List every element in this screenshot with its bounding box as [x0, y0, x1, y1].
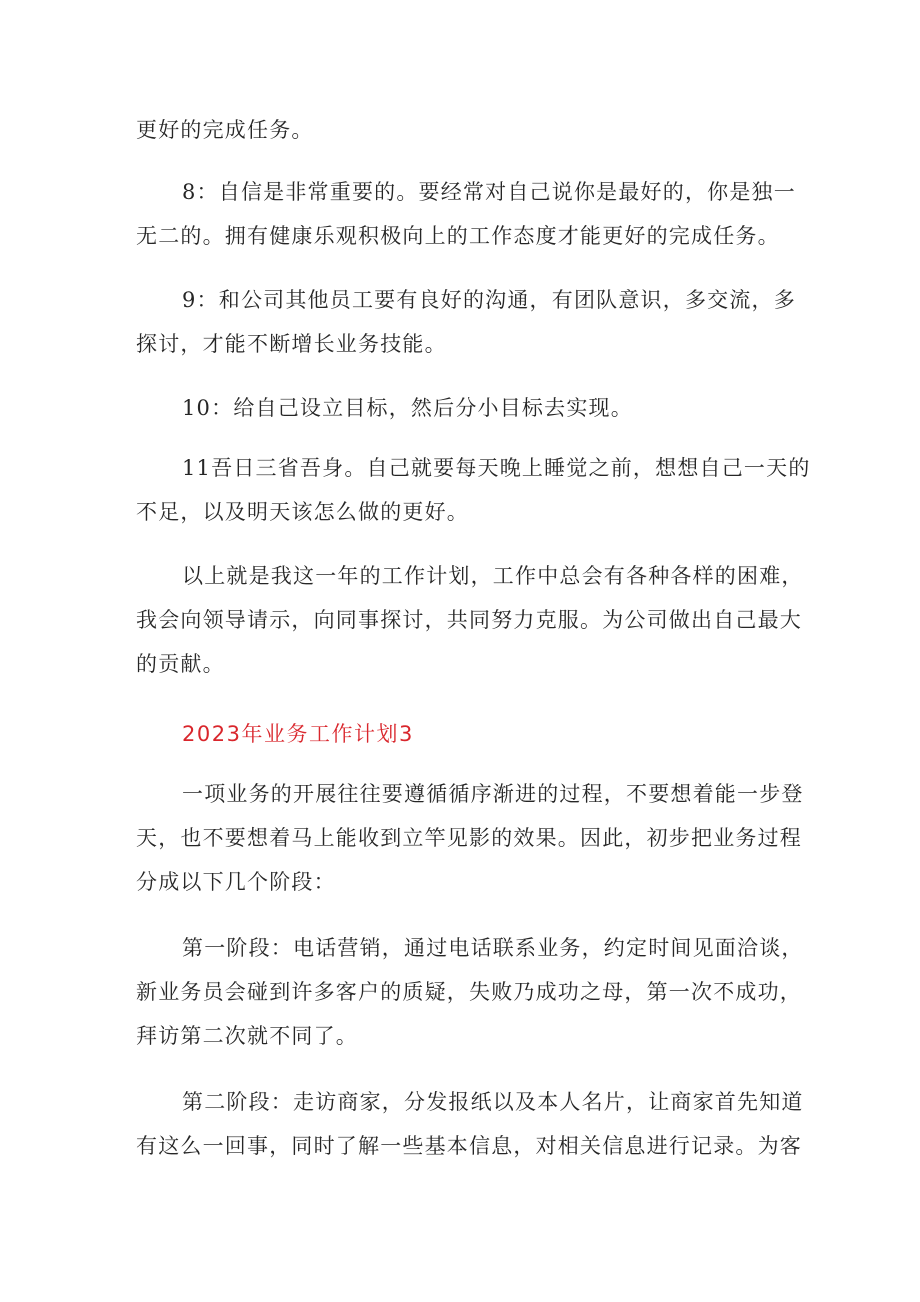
paragraph-line: 探讨，才能不断增长业务技能。: [136, 332, 447, 356]
paragraph-line: 9：和公司其他员工要有良好的沟通，有团队意识，多交流，多: [182, 288, 796, 312]
paragraph-line: 第一阶段：电话营销，通过电话联系业务，约定时间见面洽谈，: [182, 936, 804, 960]
paragraph-line: 分成以下几个阶段：: [136, 870, 336, 894]
paragraph-line: 第二阶段：走访商家，分发报纸以及本人名片，让商家首先知道: [182, 1090, 804, 1114]
paragraph-continuation: [136, 108, 792, 152]
paragraph-stage-2: [136, 1080, 804, 1168]
paragraph-stage-1: [136, 926, 804, 1058]
paragraph-line: 以上就是我这一年的工作计划，工作中总会有各种各样的困难，: [182, 564, 804, 588]
paragraph-line: 8：自信是非常重要的。要经常对自己说你是最好的，你是独一: [182, 180, 796, 204]
paragraph-line: 11吾日三省吾身。自己就要每天晚上睡觉之前，想想自己一天的: [182, 456, 811, 480]
paragraph-line: 一项业务的开展往往要遵循循序渐进的过程，不要想着能一步登: [182, 782, 804, 806]
paragraph-line: 天，也不要想着马上能收到立竿见影的效果。因此，初步把业务过程: [136, 826, 802, 850]
paragraph-line: 新业务员会碰到许多客户的质疑，失败乃成功之母，第一次不成功，: [136, 980, 802, 1004]
paragraph-line: 有这么一回事，同时了解一些基本信息，对相关信息进行记录。为客: [136, 1134, 802, 1158]
paragraph-line: 的贡献。: [136, 652, 225, 676]
paragraph-line: 我会向领导请示，向同事探讨，共同努力克服。为公司做出自己最大: [136, 608, 802, 632]
paragraph-item-11: [136, 446, 811, 534]
paragraph-line: 10：给自己设立目标，然后分小目标去实现。: [182, 396, 633, 420]
paragraph-summary: [136, 554, 804, 686]
paragraph-intro: [136, 772, 804, 904]
paragraph-item-8: [136, 170, 796, 258]
paragraph-line: 拜访第二次就不同了。: [136, 1024, 358, 1048]
paragraph-line: 不足，以及明天该怎么做的更好。: [136, 500, 469, 524]
section-heading: 2023年业务工作计划3: [182, 722, 414, 746]
paragraph-item-9: [136, 278, 796, 366]
paragraph-line: 更好的完成任务。: [136, 118, 314, 142]
paragraph-item-10: [136, 386, 792, 430]
paragraph-line: 无二的。拥有健康乐观积极向上的工作态度才能更好的完成任务。: [136, 224, 780, 248]
